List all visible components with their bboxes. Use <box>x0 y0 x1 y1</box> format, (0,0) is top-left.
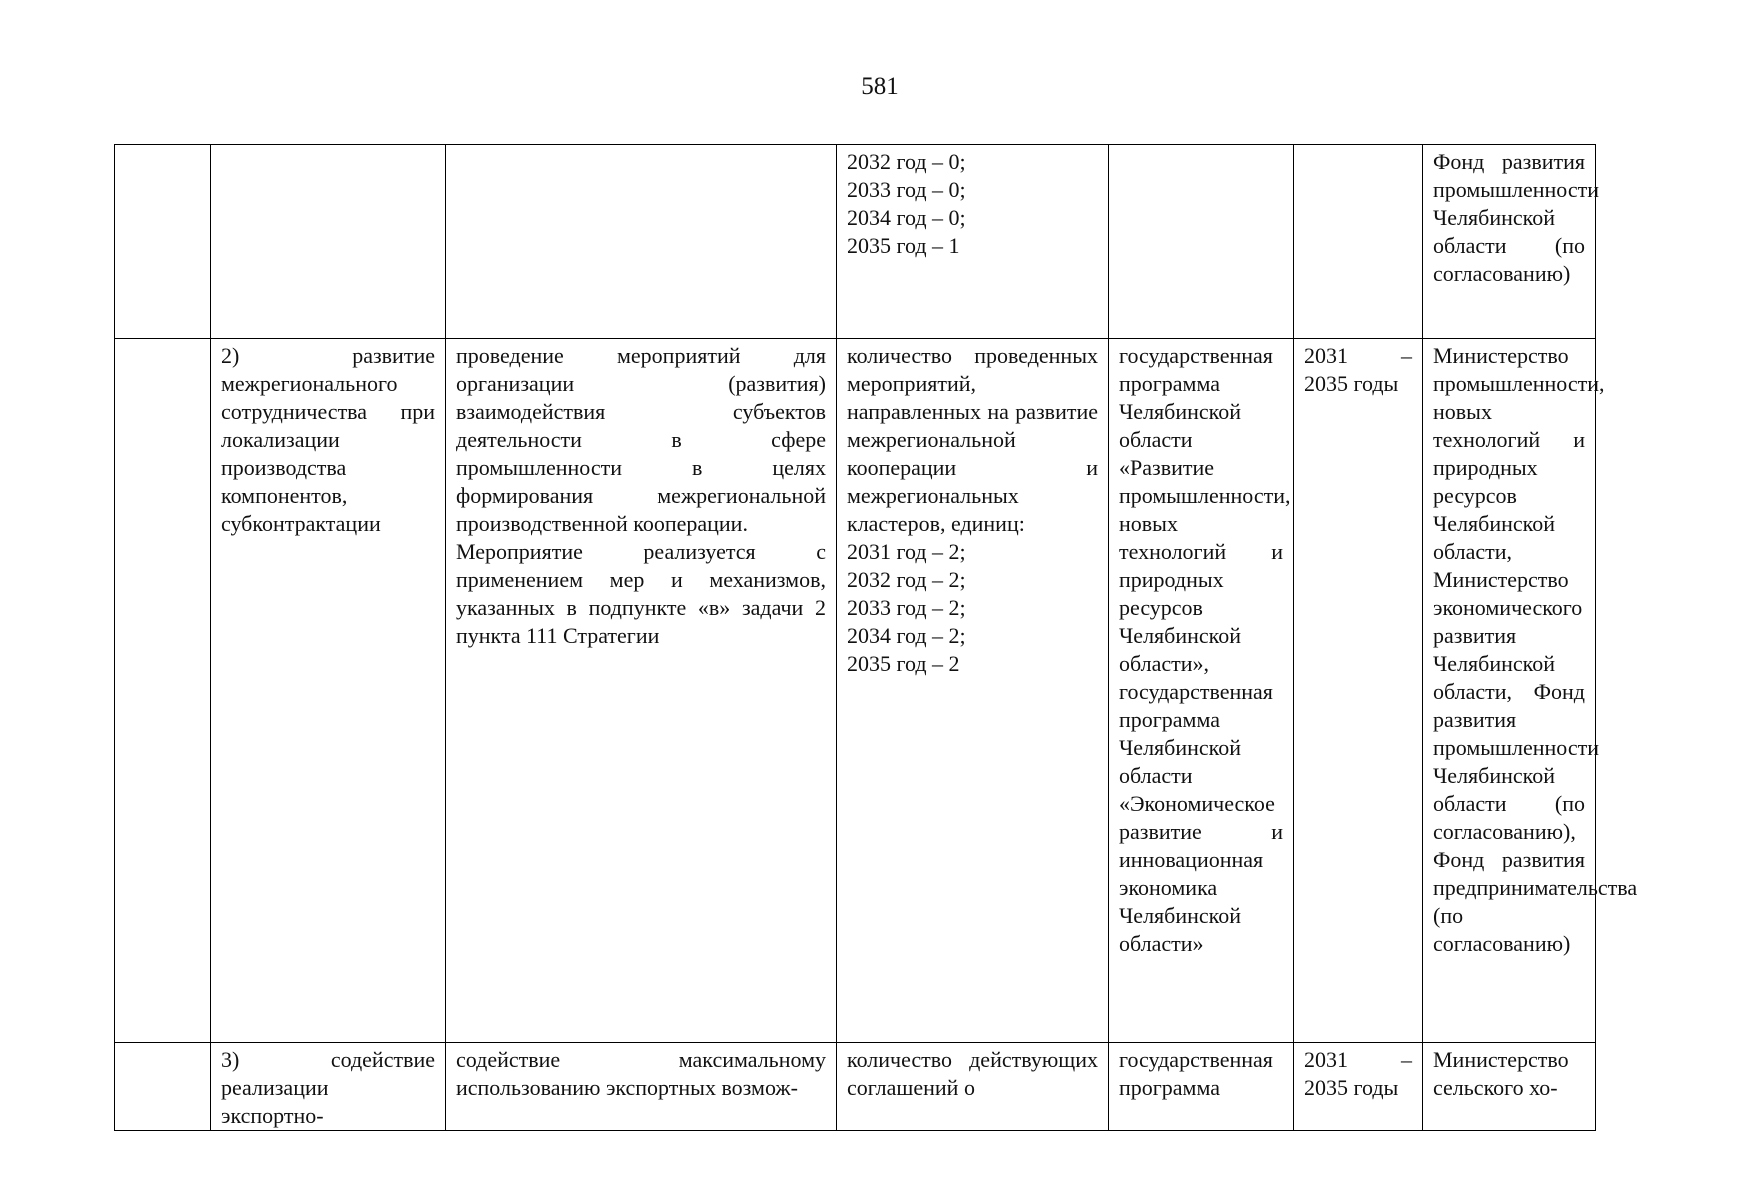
indicator-line: 2031 год – 2; <box>847 539 966 564</box>
indicator-text: количество действующих соглашений о <box>847 1047 1098 1100</box>
cell-program <box>1109 145 1294 339</box>
executor-text: Министерство промышленности, новых технологий и природных ресурсов Челябинской области, Министерство экономического развития Челябинской области, Фонд развития промышленности Челябинской области (по согласованию), Фонд развития предпринимательства (по согласованию) <box>1433 343 1638 956</box>
indicator-line: 2033 год – 2; <box>847 595 966 620</box>
cell-task <box>211 1043 446 1131</box>
indicator-line: 2032 год – 0; <box>847 149 966 174</box>
cell-measure <box>446 1043 837 1131</box>
measure-text: проведение мероприятий для организации (развития) взаимодействия субъектов деятельности в сфере промышленности в целях формирования межрегиональной производственной кооперации. <box>456 343 826 536</box>
cell-program <box>1109 339 1294 1043</box>
cell-measure <box>446 145 837 339</box>
cell-period <box>1294 1043 1423 1131</box>
indicator-line: 2034 год – 0; <box>847 205 966 230</box>
cell-indicator <box>837 339 1109 1043</box>
executor-text: Фонд развития промышленности Челябинской области (по согласованию) <box>1433 149 1599 286</box>
measure-text: Мероприятие реализуется с применением мер и механизмов, указанных в подпункте «в» задачи 2 пункта 111 Стратегии <box>456 539 826 648</box>
cell-program <box>1109 1043 1294 1131</box>
cell-number <box>115 339 211 1043</box>
program-text: государственная программа <box>1119 1047 1273 1100</box>
table-row <box>115 145 1596 339</box>
indicator-line: 2035 год – 1 <box>847 233 960 258</box>
table-row <box>115 1043 1596 1131</box>
period-text: 2031 – 2035 годы <box>1304 1047 1412 1100</box>
cell-measure <box>446 339 837 1043</box>
cell-indicator <box>837 145 1109 339</box>
cell-executor <box>1423 339 1638 1043</box>
cell-task <box>211 145 446 339</box>
indicator-line: 2032 год – 2; <box>847 567 966 592</box>
measures-table <box>114 144 1638 1131</box>
cell-number <box>115 1043 211 1131</box>
task-text: 2) развитие межрегионального сотрудничества при локализации производства компонентов, субконтрактации <box>221 343 435 536</box>
executor-text: Министерство сельского хо- <box>1433 1047 1569 1100</box>
task-text: 3) содействие реализации экспортно- <box>221 1047 435 1128</box>
period-text: 2031 – 2035 годы <box>1304 343 1412 396</box>
cell-period <box>1294 145 1423 339</box>
page-number: 581 <box>861 73 899 100</box>
measure-text: содействие максимальному использованию экспортных возмож- <box>456 1047 826 1100</box>
cell-number <box>115 145 211 339</box>
indicator-line: 2034 год – 2; <box>847 623 966 648</box>
program-text: государственная программа Челябинской области «Развитие промышленности, новых технологий и природных ресурсов Челябинской области», государственная программа Челябинской области «Экономическое развитие и инновационная экономика Челябинской области» <box>1119 343 1291 956</box>
indicator-text: количество проведенных мероприятий, направленных на развитие межрегиональной кооперации и межрегиональных кластеров, единиц: <box>847 343 1098 536</box>
cell-period <box>1294 339 1423 1043</box>
cell-indicator <box>837 1043 1109 1131</box>
cell-task <box>211 339 446 1043</box>
cell-executor <box>1423 1043 1596 1131</box>
table-row <box>115 339 1596 1043</box>
cell-executor <box>1423 145 1599 339</box>
indicator-line: 2035 год – 2 <box>847 651 960 676</box>
indicator-line: 2033 год – 0; <box>847 177 966 202</box>
